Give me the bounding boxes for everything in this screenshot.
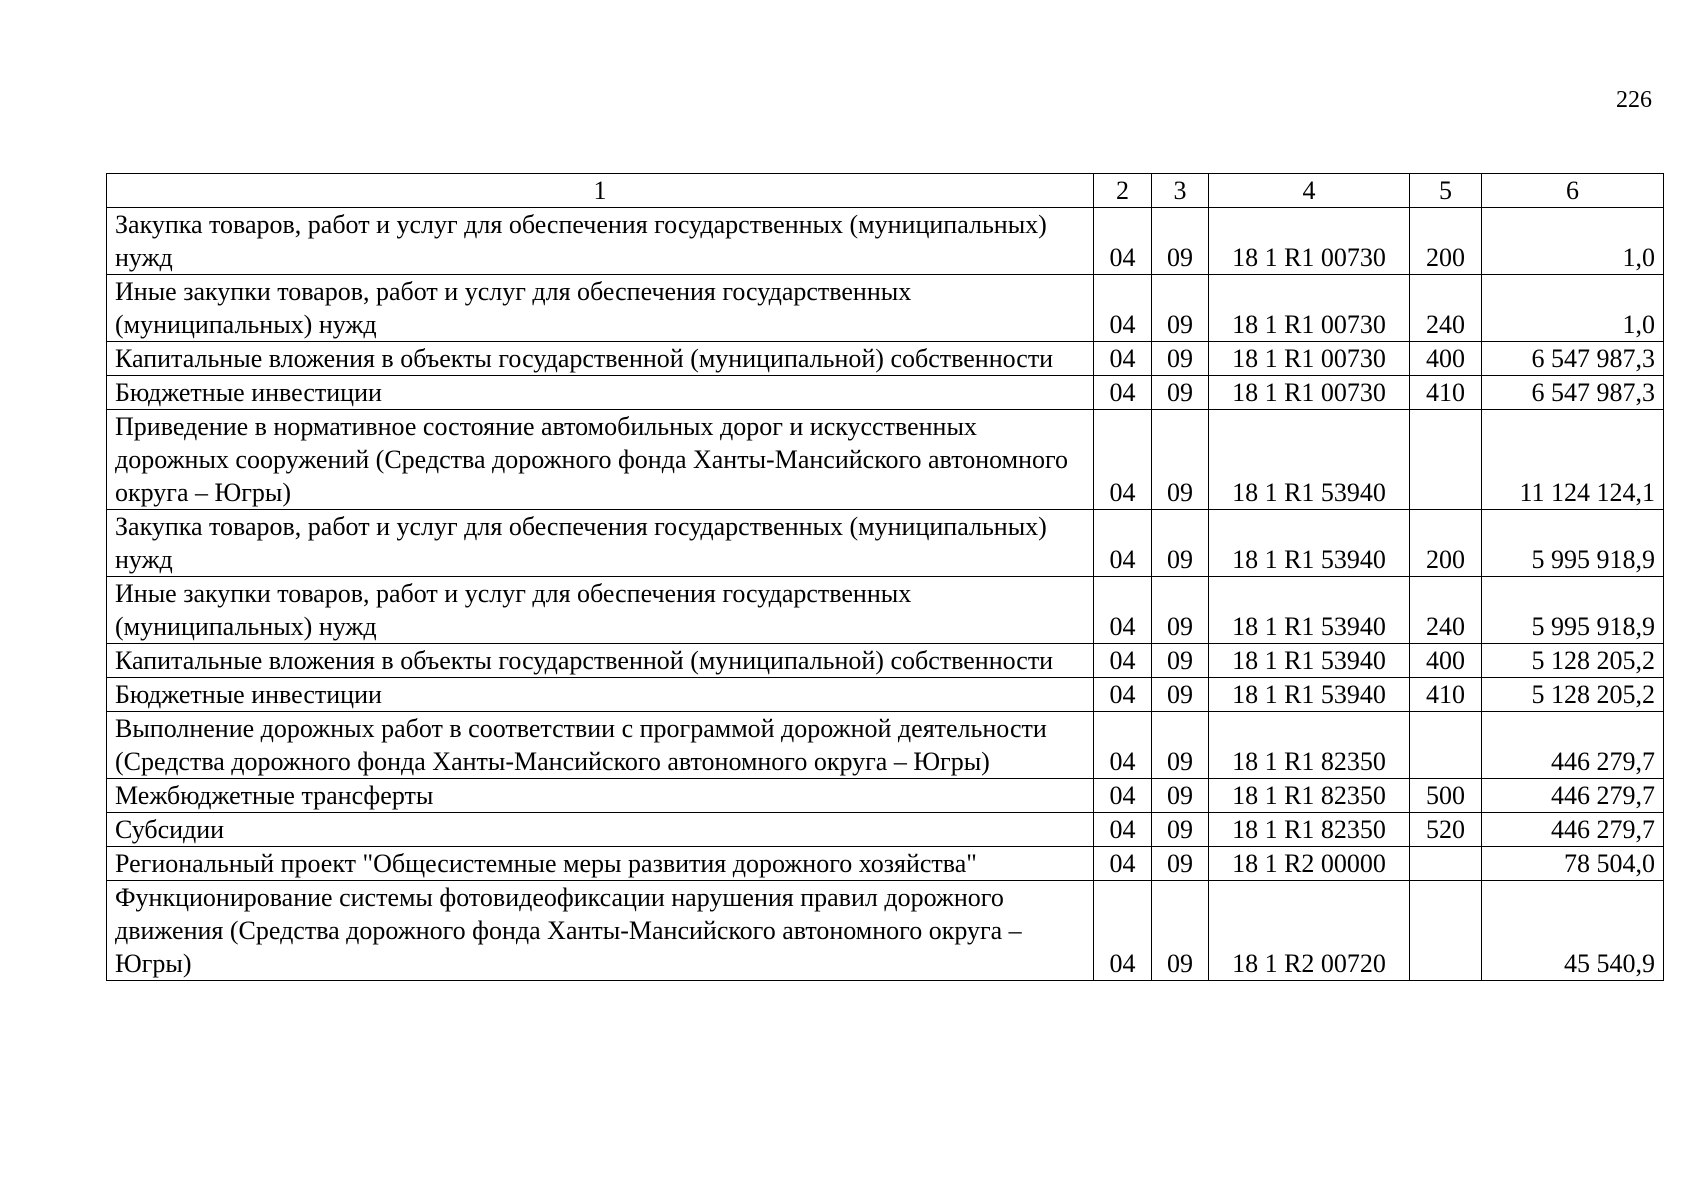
row-name: Капитальные вложения в объекты государственной (муниципальной) собственности	[107, 644, 1094, 678]
row-expense-type: 200	[1410, 208, 1482, 275]
row-subsection: 09	[1152, 847, 1209, 881]
column-header: 4	[1209, 174, 1410, 208]
row-amount: 5 995 918,9	[1482, 510, 1664, 577]
row-subsection: 09	[1152, 275, 1209, 342]
column-header: 6	[1482, 174, 1664, 208]
table-row	[107, 577, 1664, 644]
row-section: 04	[1094, 881, 1152, 981]
row-name: Приведение в нормативное состояние автомобильных дорог и искусственных дорожных сооружений (Средства дорожного фонда Ханты-Мансийского автономного округа – Югры)	[107, 410, 1094, 510]
row-subsection: 09	[1152, 410, 1209, 510]
row-section: 04	[1094, 712, 1152, 779]
row-target-code: 18 1 R1 53940	[1209, 644, 1410, 678]
table-row	[107, 208, 1664, 275]
row-amount: 1,0	[1482, 275, 1664, 342]
row-target-code: 18 1 R2 00720	[1209, 881, 1410, 981]
row-expense-type: 240	[1410, 275, 1482, 342]
row-amount: 5 128 205,2	[1482, 644, 1664, 678]
row-section: 04	[1094, 813, 1152, 847]
row-amount: 6 547 987,3	[1482, 376, 1664, 410]
row-target-code: 18 1 R1 53940	[1209, 510, 1410, 577]
row-target-code: 18 1 R1 00730	[1209, 208, 1410, 275]
row-name: Субсидии	[107, 813, 1094, 847]
row-section: 04	[1094, 275, 1152, 342]
row-amount: 446 279,7	[1482, 712, 1664, 779]
row-name: Функционирование системы фотовидеофиксации нарушения правил дорожного движения (Средства дорожного фонда Ханты-Мансийского автономного округа – Югры)	[107, 881, 1094, 981]
table-row	[107, 678, 1664, 712]
row-section: 04	[1094, 847, 1152, 881]
row-name: Выполнение дорожных работ в соответствии с программой дорожной деятельности (Средства дорожного фонда Ханты-Мансийского автономного округа – Югры)	[107, 712, 1094, 779]
row-target-code: 18 1 R2 00000	[1209, 847, 1410, 881]
row-subsection: 09	[1152, 376, 1209, 410]
table-header-row	[107, 174, 1664, 208]
row-section: 04	[1094, 779, 1152, 813]
row-expense-type: 520	[1410, 813, 1482, 847]
row-section: 04	[1094, 644, 1152, 678]
row-target-code: 18 1 R1 82350	[1209, 779, 1410, 813]
row-amount: 446 279,7	[1482, 813, 1664, 847]
row-section: 04	[1094, 342, 1152, 376]
table-row	[107, 342, 1664, 376]
row-amount: 1,0	[1482, 208, 1664, 275]
table-row	[107, 847, 1664, 881]
table-row	[107, 881, 1664, 981]
row-target-code: 18 1 R1 00730	[1209, 342, 1410, 376]
budget-table	[106, 173, 1664, 981]
row-expense-type: 400	[1410, 342, 1482, 376]
table-row	[107, 376, 1664, 410]
row-subsection: 09	[1152, 712, 1209, 779]
row-amount: 11 124 124,1	[1482, 410, 1664, 510]
column-header: 1	[107, 174, 1094, 208]
row-section: 04	[1094, 678, 1152, 712]
row-expense-type: 240	[1410, 577, 1482, 644]
row-expense-type: 200	[1410, 510, 1482, 577]
row-target-code: 18 1 R1 53940	[1209, 410, 1410, 510]
row-target-code: 18 1 R1 53940	[1209, 678, 1410, 712]
column-header: 3	[1152, 174, 1209, 208]
row-name: Региональный проект "Общесистемные меры развития дорожного хозяйства"	[107, 847, 1094, 881]
row-expense-type	[1410, 881, 1482, 981]
row-expense-type: 500	[1410, 779, 1482, 813]
row-subsection: 09	[1152, 510, 1209, 577]
row-amount: 5 995 918,9	[1482, 577, 1664, 644]
table-row	[107, 779, 1664, 813]
row-name: Закупка товаров, работ и услуг для обеспечения государственных (муниципальных) нужд	[107, 208, 1094, 275]
table-row	[107, 510, 1664, 577]
row-subsection: 09	[1152, 577, 1209, 644]
row-amount: 446 279,7	[1482, 779, 1664, 813]
row-subsection: 09	[1152, 644, 1209, 678]
row-amount: 6 547 987,3	[1482, 342, 1664, 376]
row-amount: 45 540,9	[1482, 881, 1664, 981]
row-expense-type	[1410, 712, 1482, 779]
row-target-code: 18 1 R1 82350	[1209, 712, 1410, 779]
row-expense-type: 410	[1410, 678, 1482, 712]
row-amount: 78 504,0	[1482, 847, 1664, 881]
page-number: 226	[1616, 87, 1652, 113]
row-subsection: 09	[1152, 813, 1209, 847]
row-name: Межбюджетные трансферты	[107, 779, 1094, 813]
row-subsection: 09	[1152, 208, 1209, 275]
row-section: 04	[1094, 577, 1152, 644]
row-target-code: 18 1 R1 00730	[1209, 376, 1410, 410]
row-name: Закупка товаров, работ и услуг для обеспечения государственных (муниципальных) нужд	[107, 510, 1094, 577]
row-subsection: 09	[1152, 678, 1209, 712]
row-target-code: 18 1 R1 00730	[1209, 275, 1410, 342]
row-section: 04	[1094, 376, 1152, 410]
row-name: Иные закупки товаров, работ и услуг для обеспечения государственных (муниципальных) нужд	[107, 275, 1094, 342]
row-expense-type: 410	[1410, 376, 1482, 410]
row-section: 04	[1094, 410, 1152, 510]
row-expense-type	[1410, 410, 1482, 510]
row-section: 04	[1094, 208, 1152, 275]
row-expense-type	[1410, 847, 1482, 881]
row-amount: 5 128 205,2	[1482, 678, 1664, 712]
column-header: 2	[1094, 174, 1152, 208]
row-subsection: 09	[1152, 779, 1209, 813]
row-subsection: 09	[1152, 342, 1209, 376]
row-name: Бюджетные инвестиции	[107, 678, 1094, 712]
table-row	[107, 275, 1664, 342]
row-target-code: 18 1 R1 53940	[1209, 577, 1410, 644]
table-row	[107, 410, 1664, 510]
row-subsection: 09	[1152, 881, 1209, 981]
column-header: 5	[1410, 174, 1482, 208]
row-name: Капитальные вложения в объекты государственной (муниципальной) собственности	[107, 342, 1094, 376]
table-row	[107, 813, 1664, 847]
row-expense-type: 400	[1410, 644, 1482, 678]
row-target-code: 18 1 R1 82350	[1209, 813, 1410, 847]
table-row	[107, 644, 1664, 678]
row-name: Иные закупки товаров, работ и услуг для обеспечения государственных (муниципальных) нужд	[107, 577, 1094, 644]
row-section: 04	[1094, 510, 1152, 577]
row-name: Бюджетные инвестиции	[107, 376, 1094, 410]
table-row	[107, 712, 1664, 779]
